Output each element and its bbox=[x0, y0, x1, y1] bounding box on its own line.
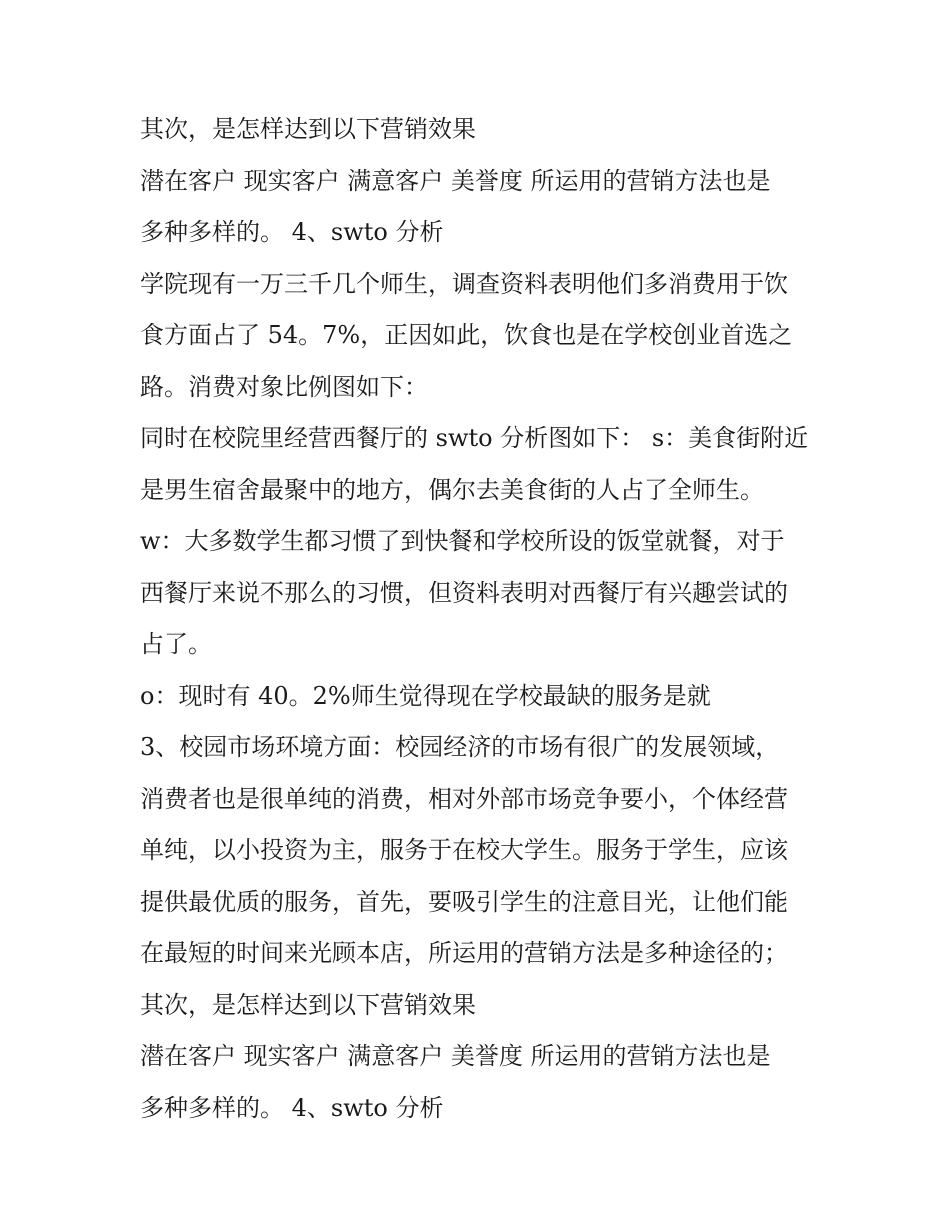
text-line: 3、校园市场环境方面：校园经济的市场有很广的发展领域， bbox=[140, 733, 780, 761]
text-line: 同时在校院里经营西餐厅的 swto 分析图如下： s：美食街附近 bbox=[140, 424, 809, 452]
text-line: o：现时有 40。2%师生觉得现在学校最缺的服务是就 bbox=[140, 681, 711, 710]
text-line: 消费者也是很单纯的消费，相对外部市场竞争要小，个体经营 bbox=[140, 784, 788, 813]
text-line: 西餐厅来说不那么的习惯，但资料表明对西餐厅有兴趣尝试的 bbox=[140, 578, 788, 607]
text-line: 提供最优质的服务，首先，要吸引学生的注意目光，让他们能 bbox=[140, 887, 788, 916]
text-line: 路。消费对象比例图如下： bbox=[140, 372, 428, 401]
text-line: 单纯，以小投资为主，服务于在校大学生。服务于学生，应该 bbox=[140, 836, 788, 864]
text-line: 多种多样的。 4、swto 分析 bbox=[140, 1093, 444, 1122]
text-line: 其次，是怎样达到以下营销效果 bbox=[140, 990, 476, 1019]
text-line: 是男生宿舍最聚中的地方，偶尔去美食街的人占了全师生。 bbox=[140, 475, 764, 504]
text-line: 潜在客户 现实客户 满意客户 美誉度 所运用的营销方法也是 bbox=[140, 1042, 771, 1070]
text-line: 多种多样的。 4、swto 分析 bbox=[140, 218, 444, 246]
text-line: 在最短的时间来光顾本店，所运用的营销方法是多种途径的； bbox=[140, 939, 788, 967]
text-line: 食方面占了 54。7%，正因如此，饮食也是在学校创业首选之 bbox=[140, 321, 793, 349]
text-line: 占了。 bbox=[140, 630, 212, 658]
document-body bbox=[140, 104, 830, 1134]
text-line: 学院现有一万三千几个师生，调查资料表明他们多消费用于饮 bbox=[140, 269, 788, 298]
text-line: 其次，是怎样达到以下营销效果 bbox=[140, 115, 476, 143]
text-line: w：大多数学生都习惯了到快餐和学校所设的饭堂就餐，对于 bbox=[140, 527, 785, 555]
text-line: 潜在客户 现实客户 满意客户 美誉度 所运用的营销方法也是 bbox=[140, 166, 771, 195]
